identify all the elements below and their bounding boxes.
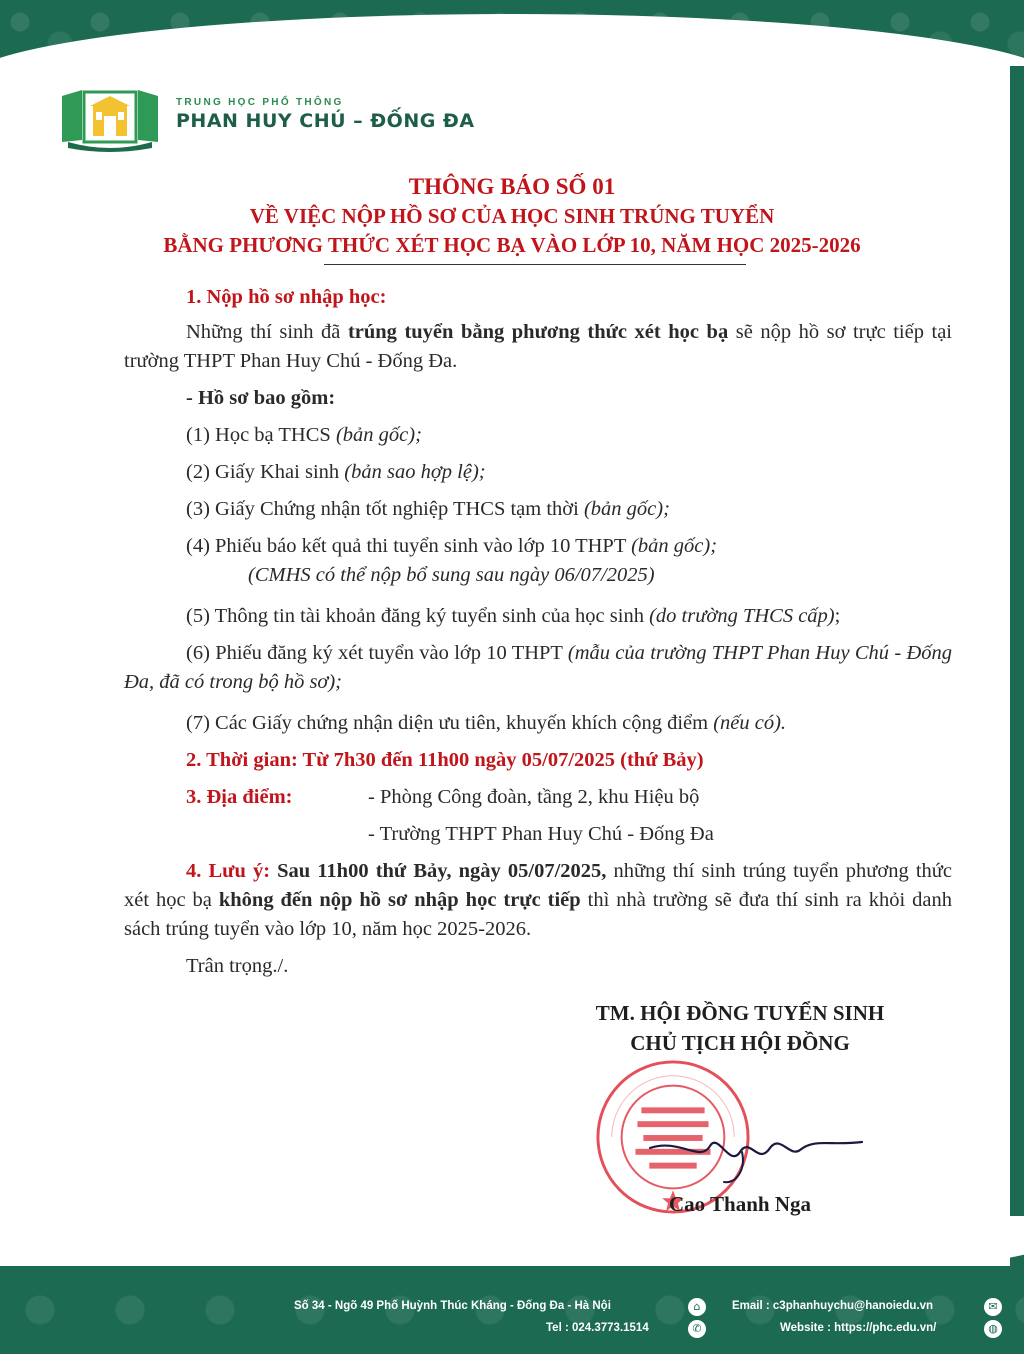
item-text: (7) Các Giấy chứng nhận diện ưu tiên, khuyến khích cộng điểm — [186, 712, 714, 734]
item-note: (bản gốc); — [583, 498, 670, 520]
section3-location-row1 — [124, 783, 952, 812]
document-item-4 — [124, 532, 952, 561]
school-logo-icon — [60, 82, 160, 152]
signature-title-line2: CHỦ TỊCH HỘI ĐỒNG — [630, 1031, 850, 1055]
intro-bold: trúng tuyển bằng phương thức xét học bạ — [347, 321, 729, 343]
document-item-2 — [124, 458, 952, 487]
title-underline — [324, 264, 746, 265]
item-note: (bản sao hợp lệ); — [344, 461, 486, 483]
item-note: (bản gốc); — [335, 424, 422, 446]
home-icon: ⌂ — [688, 1298, 706, 1316]
intro-pre: Những thí sinh đã — [186, 321, 348, 343]
section1-heading: 1. Nộp hồ sơ nhập học: — [186, 286, 387, 308]
notice-subject-line2: BẰNG PHƯƠNG THỨC XÉT HỌC BẠ VÀO LỚP 10, NĂM HỌC 2025-2026 — [163, 233, 861, 257]
location-line2: - Trường THPT Phan Huy Chú - Đống Đa — [368, 823, 714, 845]
item-text: (3) Giấy Chứng nhận tốt nghiệp THCS tạm thời — [186, 498, 584, 520]
signer-name: Cao Thanh Nga — [669, 1192, 811, 1216]
email-icon: ✉ — [984, 1298, 1002, 1316]
phone-icon: ✆ — [688, 1320, 706, 1338]
item-note: (nếu có). — [713, 712, 787, 734]
item-note: (bản gốc); — [631, 535, 718, 557]
closing-text: Trân trọng./. — [186, 955, 289, 977]
signature-title-line1: TM. HỘI ĐỒNG TUYỂN SINH — [595, 1001, 885, 1025]
section3-location-row2 — [124, 820, 952, 849]
item-text: (1) Học bạ THCS — [186, 424, 336, 446]
item-text: (5) Thông tin tài khoản đăng ký tuyển sinh của học sinh — [186, 605, 650, 627]
footer-website[interactable]: Website : https://phc.edu.vn/ — [780, 1322, 937, 1334]
intro-post: sẽ nộp hồ sơ trực tiếp tại trường THPT Phan Huy Chú - Đống Đa. — [124, 321, 952, 372]
section1-intro — [124, 318, 952, 376]
document-item-4-subnote: (CMHS có thể nộp bổ sung sau ngày 06/07/2025) — [248, 564, 655, 586]
note-text2: thì nhà trường sẽ đưa thí sinh ra khỏi danh sách trúng tuyển vào lớp 10, năm học 2025-2026. — [124, 889, 952, 940]
signature-block — [520, 998, 960, 1058]
location-label: 3. Địa điểm: — [186, 786, 293, 808]
item-text: (6) Phiếu đăng ký xét tuyển vào lớp 10 THPT — [186, 642, 568, 664]
item-text: (2) Giấy Khai sinh — [186, 461, 345, 483]
notice-body — [124, 283, 952, 981]
notice-title — [0, 172, 1024, 260]
item-note: (mẫu của trường THPT Phan Huy Chú - Đống Đa, đã có trong bộ hồ sơ); — [124, 642, 952, 693]
note-label: 4. Lưu ý: — [186, 860, 271, 882]
document-item-7 — [124, 709, 952, 738]
item-note: (do trường THCS cấp) — [649, 605, 835, 627]
location-line1: - Phòng Công đoàn, tầng 2, khu Hiệu bộ — [368, 786, 700, 808]
footer-address: Số 34 - Ngõ 49 Phố Huỳnh Thúc Kháng - Đống Đa - Hà Nội — [294, 1300, 611, 1312]
globe-icon: ◍ — [984, 1320, 1002, 1338]
footer-phone: Tel : 024.3773.1514 — [546, 1322, 649, 1334]
documents-heading: - Hồ sơ bao gồm: — [186, 387, 336, 409]
school-type-label: TRUNG HỌC PHỔ THÔNG — [176, 97, 344, 108]
note-bold2: không đến nộp hồ sơ nhập học trực tiếp — [218, 889, 581, 911]
notice-subject-line1: VỀ VIỆC NỘP HỒ SƠ CỦA HỌC SINH TRÚNG TUYỂN — [249, 204, 775, 228]
document-item-3 — [124, 495, 952, 524]
school-name-label: PHAN HUY CHÚ – ĐỐNG ĐA — [176, 110, 475, 132]
item-tail: ; — [834, 605, 841, 627]
document-item-1 — [124, 421, 952, 450]
document-item-5 — [124, 602, 952, 631]
section2-time: 2. Thời gian: Từ 7h30 đến 11h00 ngày 05/07/2025 (thứ Bảy) — [186, 749, 704, 771]
item-text: (4) Phiếu báo kết quả thi tuyển sinh vào lớp 10 THPT — [186, 535, 632, 557]
handwritten-signature — [640, 1108, 870, 1188]
note-text1: những thí sinh trúng tuyển phương thức xét học bạ — [124, 860, 952, 911]
document-item-6 — [124, 639, 952, 697]
note-bold1: Sau 11h00 thứ Bảy, ngày 05/07/2025, — [270, 860, 607, 882]
location-label-spacer — [124, 820, 368, 849]
notice-number: THÔNG BÁO SỐ 01 — [408, 174, 616, 199]
section4-note — [124, 857, 952, 944]
footer-email[interactable]: Email : c3phanhuychu@hanoiedu.vn — [732, 1300, 933, 1312]
